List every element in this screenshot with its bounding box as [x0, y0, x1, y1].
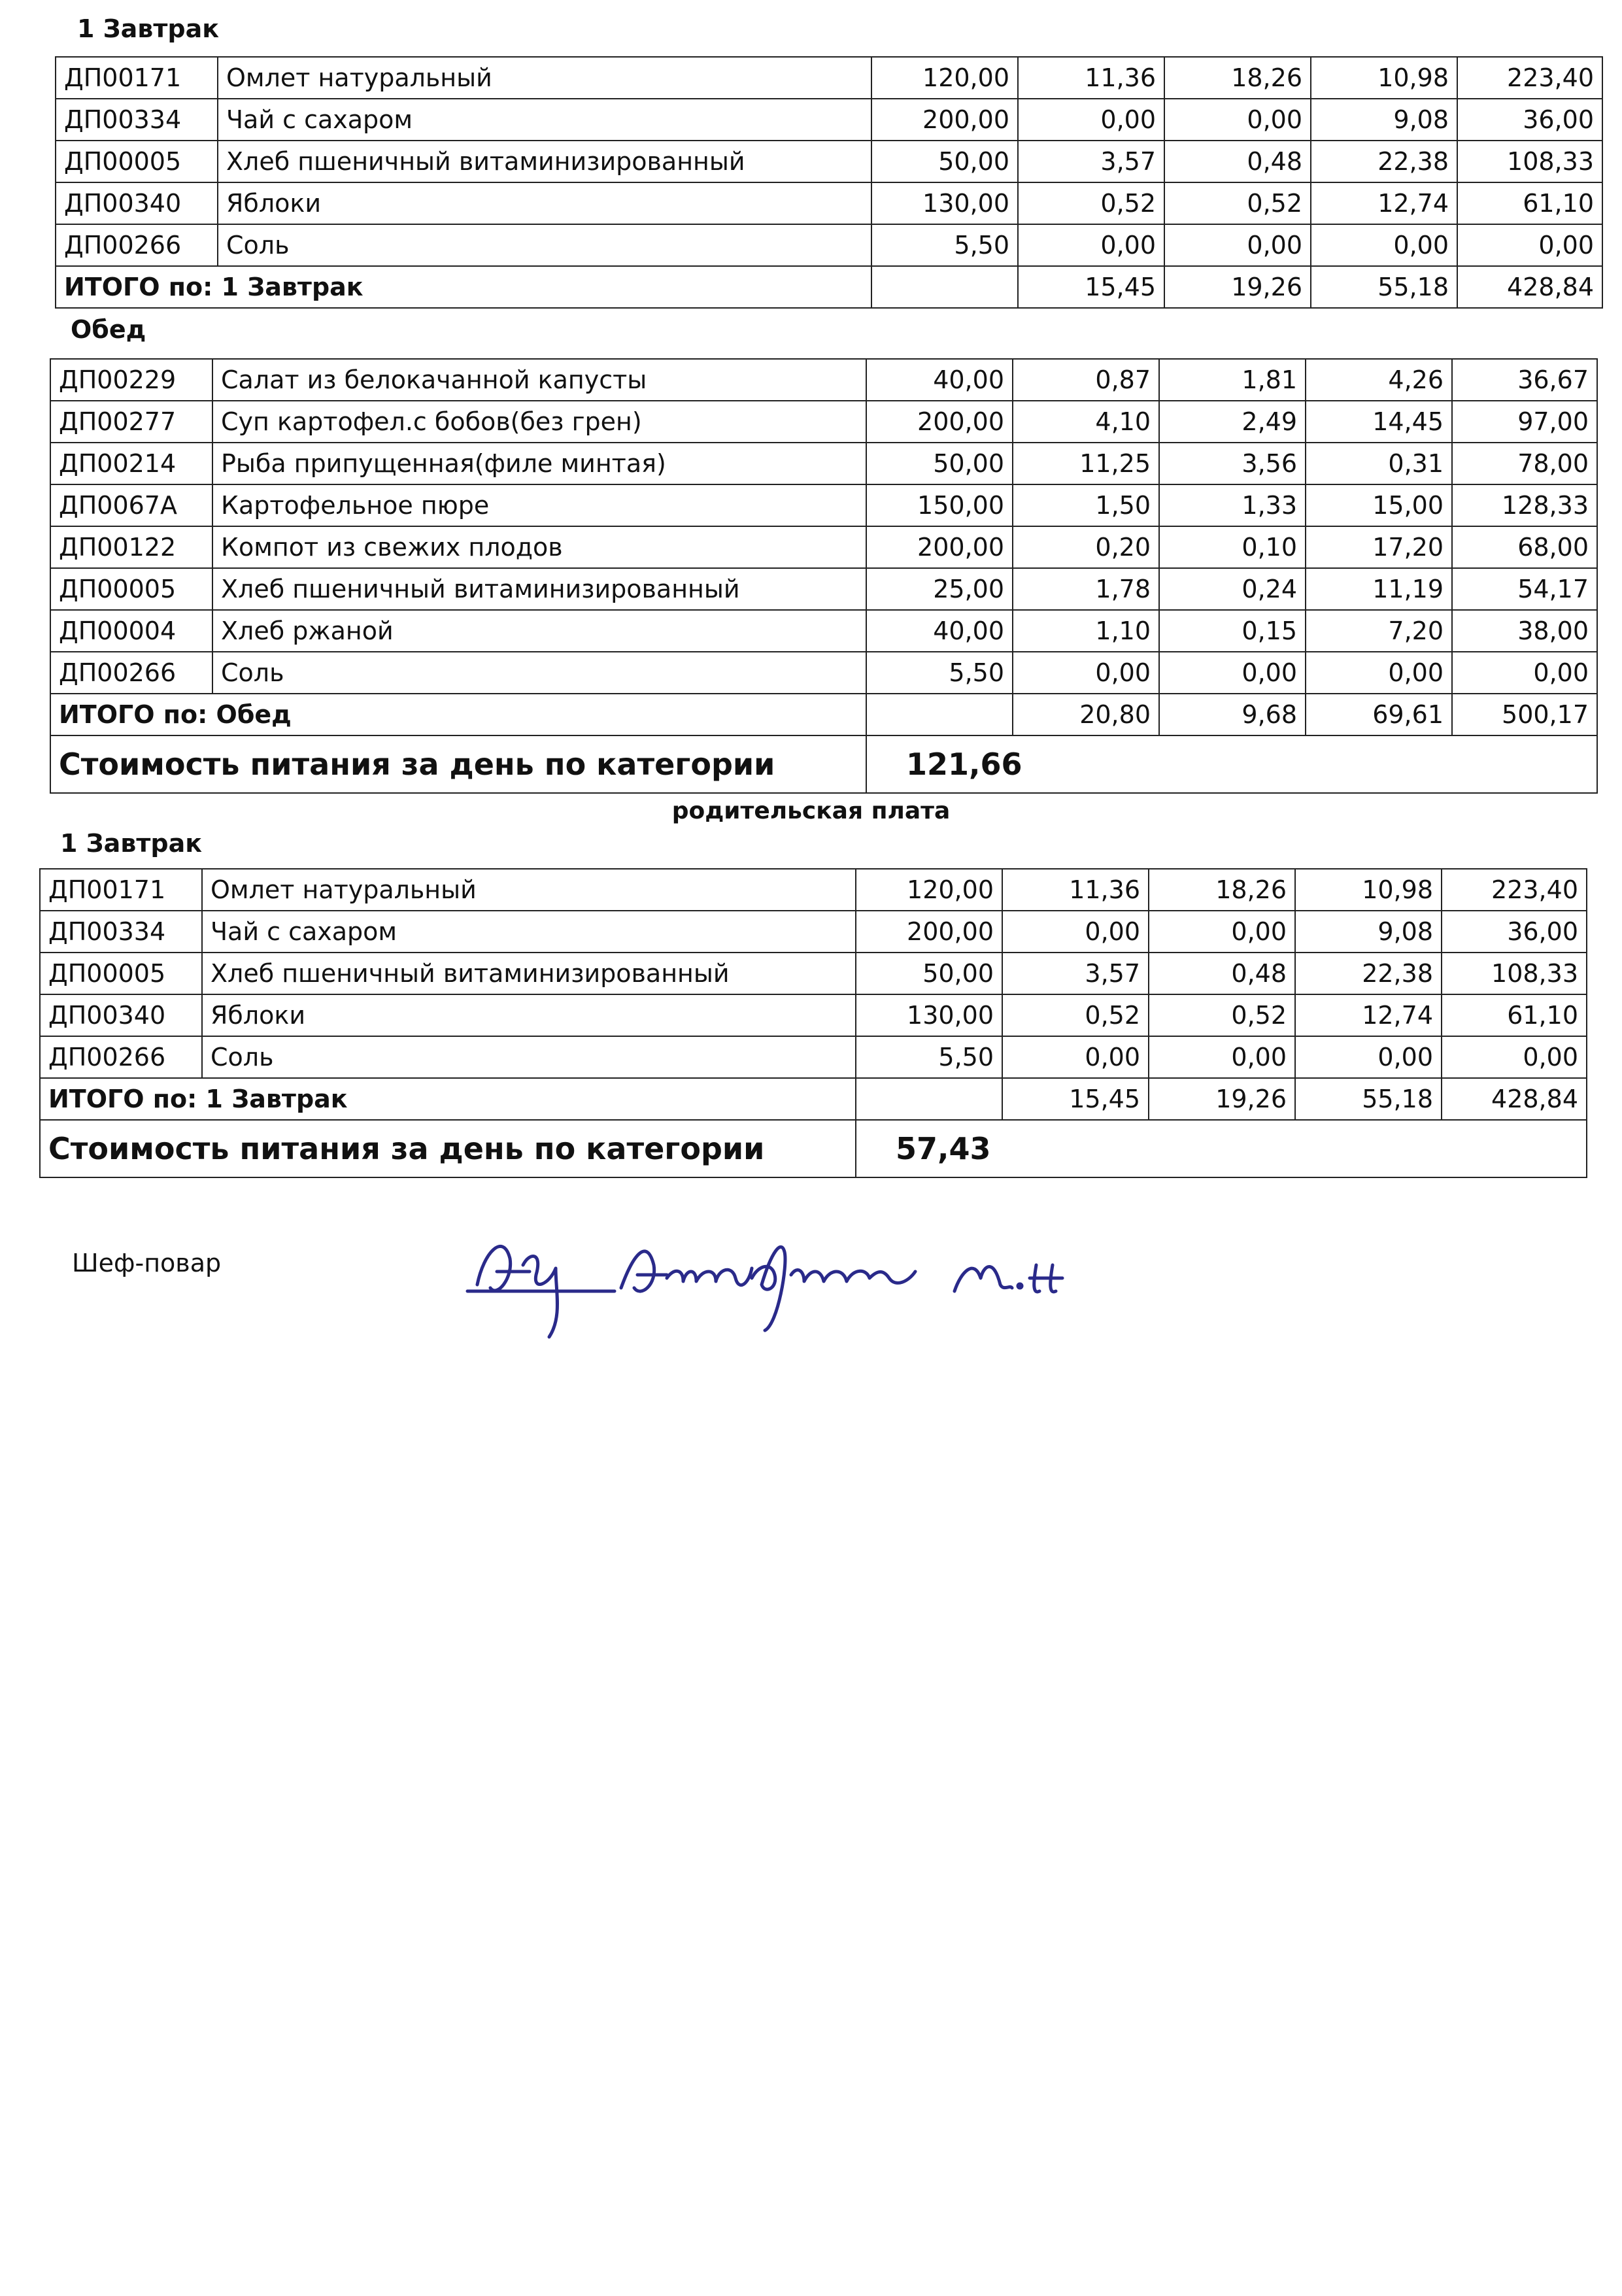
item-code: ДП00004	[50, 610, 212, 652]
total-value: 15,45	[1018, 266, 1164, 308]
breakfast-table	[55, 56, 1603, 309]
table-row	[56, 57, 1602, 99]
item-value: 4,10	[1013, 401, 1159, 443]
item-value: 50,00	[866, 443, 1013, 484]
daily-cost-value: 121,66	[866, 735, 1597, 793]
item-value: 1,33	[1159, 484, 1306, 526]
item-value: 3,57	[1002, 953, 1149, 994]
item-value: 0,24	[1159, 568, 1306, 610]
item-code: ДП00340	[56, 182, 218, 224]
item-value: 40,00	[866, 610, 1013, 652]
item-value: 200,00	[866, 526, 1013, 568]
item-value: 0,52	[1164, 182, 1311, 224]
item-value: 0,00	[1164, 99, 1311, 141]
item-value: 25,00	[866, 568, 1013, 610]
item-name: Хлеб пшеничный витаминизированный	[218, 141, 871, 182]
item-value: 3,57	[1018, 141, 1164, 182]
total-row	[56, 266, 1602, 308]
item-value: 18,26	[1164, 57, 1311, 99]
section-title-breakfast-parent: 1 Завтрак	[60, 829, 203, 858]
section-title-breakfast: 1 Завтрак	[77, 14, 220, 43]
item-value: 128,33	[1452, 484, 1597, 526]
table-row	[40, 869, 1587, 911]
item-value: 150,00	[866, 484, 1013, 526]
table-row	[50, 443, 1597, 484]
section-title-lunch: Обед	[71, 315, 146, 344]
table-row	[40, 994, 1587, 1036]
total-label: ИТОГО по: 1 Завтрак	[56, 266, 871, 308]
item-value: 0,00	[1306, 652, 1452, 694]
table-row	[50, 401, 1597, 443]
item-value: 0,48	[1164, 141, 1311, 182]
item-name: Чай с сахаром	[202, 911, 856, 953]
total-label: ИТОГО по: 1 Завтрак	[40, 1078, 856, 1120]
item-code: ДП00171	[56, 57, 218, 99]
item-value: 0,48	[1149, 953, 1295, 994]
total-value: 55,18	[1311, 266, 1457, 308]
item-value: 18,26	[1149, 869, 1295, 911]
total-value: 19,26	[1149, 1078, 1295, 1120]
item-value: 223,40	[1457, 57, 1602, 99]
table-row	[40, 911, 1587, 953]
item-value: 0,52	[1002, 994, 1149, 1036]
table-row	[50, 568, 1597, 610]
daily-cost-label: Стоимость питания за день по категории	[50, 735, 866, 793]
item-value: 11,25	[1013, 443, 1159, 484]
item-value: 0,00	[1018, 99, 1164, 141]
daily-cost-label: Стоимость питания за день по категории	[40, 1120, 856, 1177]
item-code: ДП00005	[40, 953, 202, 994]
item-value: 36,00	[1457, 99, 1602, 141]
table-row	[50, 610, 1597, 652]
item-code: ДП00122	[50, 526, 212, 568]
total-row	[40, 1078, 1587, 1120]
item-value: 54,17	[1452, 568, 1597, 610]
item-code: ДП00214	[50, 443, 212, 484]
table-row	[56, 141, 1602, 182]
item-value: 108,33	[1442, 953, 1587, 994]
item-value: 0,10	[1159, 526, 1306, 568]
item-value: 0,52	[1149, 994, 1295, 1036]
item-name: Яблоки	[218, 182, 871, 224]
item-value: 36,00	[1442, 911, 1587, 953]
total-value: 428,84	[1457, 266, 1602, 308]
item-value: 11,36	[1002, 869, 1149, 911]
item-value: 0,00	[1013, 652, 1159, 694]
table-row	[56, 224, 1602, 266]
item-value: 2,49	[1159, 401, 1306, 443]
item-value: 0,00	[1002, 1036, 1149, 1078]
item-value: 0,15	[1159, 610, 1306, 652]
item-value: 3,56	[1159, 443, 1306, 484]
item-value: 5,50	[866, 652, 1013, 694]
item-value: 108,33	[1457, 141, 1602, 182]
item-value: 5,50	[871, 224, 1018, 266]
item-value: 0,00	[1018, 224, 1164, 266]
item-code: ДП00229	[50, 359, 212, 401]
item-value: 0,00	[1164, 224, 1311, 266]
item-value: 10,98	[1311, 57, 1457, 99]
item-value: 200,00	[866, 401, 1013, 443]
total-empty-cell	[856, 1078, 1002, 1120]
item-value: 0,31	[1306, 443, 1452, 484]
item-value: 36,67	[1452, 359, 1597, 401]
total-value: 428,84	[1442, 1078, 1587, 1120]
item-value: 0,20	[1013, 526, 1159, 568]
table-row	[50, 484, 1597, 526]
item-value: 78,00	[1452, 443, 1597, 484]
item-value: 9,08	[1295, 911, 1442, 953]
item-code: ДП00266	[56, 224, 218, 266]
table-row	[40, 953, 1587, 994]
item-value: 22,38	[1295, 953, 1442, 994]
item-name: Омлет натуральный	[218, 57, 871, 99]
item-value: 0,00	[1311, 224, 1457, 266]
item-value: 12,74	[1311, 182, 1457, 224]
item-value: 61,10	[1457, 182, 1602, 224]
item-value: 0,00	[1159, 652, 1306, 694]
item-value: 14,45	[1306, 401, 1452, 443]
total-empty-cell	[866, 694, 1013, 735]
item-name: Хлеб ржаной	[212, 610, 866, 652]
item-value: 0,00	[1457, 224, 1602, 266]
item-name: Картофельное пюре	[212, 484, 866, 526]
item-value: 1,10	[1013, 610, 1159, 652]
total-value: 69,61	[1306, 694, 1452, 735]
item-value: 4,26	[1306, 359, 1452, 401]
item-value: 0,00	[1149, 1036, 1295, 1078]
item-name: Чай с сахаром	[218, 99, 871, 141]
item-value: 17,20	[1306, 526, 1452, 568]
daily-cost-row	[40, 1120, 1587, 1177]
item-value: 0,00	[1442, 1036, 1587, 1078]
item-value: 223,40	[1442, 869, 1587, 911]
item-value: 130,00	[871, 182, 1018, 224]
item-value: 68,00	[1452, 526, 1597, 568]
item-value: 7,20	[1306, 610, 1452, 652]
item-value: 61,10	[1442, 994, 1587, 1036]
item-code: ДП00277	[50, 401, 212, 443]
item-code: ДП00340	[40, 994, 202, 1036]
item-code: ДП00266	[50, 652, 212, 694]
item-value: 9,08	[1311, 99, 1457, 141]
daily-cost-value: 57,43	[856, 1120, 1587, 1177]
total-empty-cell	[871, 266, 1018, 308]
item-name: Рыба припущенная(филе минтая)	[212, 443, 866, 484]
daily-cost-row	[50, 735, 1597, 793]
item-code: ДП00005	[56, 141, 218, 182]
item-code: ДП00334	[56, 99, 218, 141]
item-value: 38,00	[1452, 610, 1597, 652]
total-row	[50, 694, 1597, 735]
total-value: 15,45	[1002, 1078, 1149, 1120]
item-value: 40,00	[866, 359, 1013, 401]
item-value: 130,00	[856, 994, 1002, 1036]
item-value: 5,50	[856, 1036, 1002, 1078]
item-name: Омлет натуральный	[202, 869, 856, 911]
item-value: 10,98	[1295, 869, 1442, 911]
table-row	[56, 182, 1602, 224]
item-value: 120,00	[856, 869, 1002, 911]
table-row	[50, 526, 1597, 568]
item-name: Яблоки	[202, 994, 856, 1036]
item-value: 50,00	[871, 141, 1018, 182]
item-name: Хлеб пшеничный витаминизированный	[202, 953, 856, 994]
lunch-table	[50, 358, 1598, 794]
item-value: 200,00	[856, 911, 1002, 953]
item-name: Соль	[202, 1036, 856, 1078]
total-value: 55,18	[1295, 1078, 1442, 1120]
total-value: 500,17	[1452, 694, 1597, 735]
total-value: 20,80	[1013, 694, 1159, 735]
item-value: 1,50	[1013, 484, 1159, 526]
item-value: 1,81	[1159, 359, 1306, 401]
item-name: Соль	[212, 652, 866, 694]
item-code: ДП0067А	[50, 484, 212, 526]
item-name: Компот из свежих плодов	[212, 526, 866, 568]
parent-fee-title: родительская плата	[671, 798, 951, 824]
chef-label: Шеф-повар	[72, 1249, 222, 1277]
item-value: 12,74	[1295, 994, 1442, 1036]
total-label: ИТОГО по: Обед	[50, 694, 866, 735]
chef-signature	[458, 1213, 1111, 1346]
item-value: 0,00	[1002, 911, 1149, 953]
table-row	[40, 1036, 1587, 1078]
item-code: ДП00171	[40, 869, 202, 911]
item-value: 0,00	[1452, 652, 1597, 694]
table-row	[56, 99, 1602, 141]
item-name: Хлеб пшеничный витаминизированный	[212, 568, 866, 610]
table-row	[50, 359, 1597, 401]
item-name: Салат из белокачанной капусты	[212, 359, 866, 401]
item-name: Соль	[218, 224, 871, 266]
item-value: 97,00	[1452, 401, 1597, 443]
item-value: 15,00	[1306, 484, 1452, 526]
item-value: 0,00	[1149, 911, 1295, 953]
item-value: 0,00	[1295, 1036, 1442, 1078]
item-value: 11,36	[1018, 57, 1164, 99]
item-code: ДП00266	[40, 1036, 202, 1078]
item-value: 200,00	[871, 99, 1018, 141]
item-value: 22,38	[1311, 141, 1457, 182]
item-value: 0,87	[1013, 359, 1159, 401]
total-value: 19,26	[1164, 266, 1311, 308]
item-value: 120,00	[871, 57, 1018, 99]
parent-breakfast-table	[39, 868, 1587, 1178]
item-value: 0,52	[1018, 182, 1164, 224]
item-value: 50,00	[856, 953, 1002, 994]
item-value: 1,78	[1013, 568, 1159, 610]
table-row	[50, 652, 1597, 694]
item-value: 11,19	[1306, 568, 1452, 610]
total-value: 9,68	[1159, 694, 1306, 735]
item-name: Суп картофел.с бобов(без грен)	[212, 401, 866, 443]
item-code: ДП00005	[50, 568, 212, 610]
item-code: ДП00334	[40, 911, 202, 953]
